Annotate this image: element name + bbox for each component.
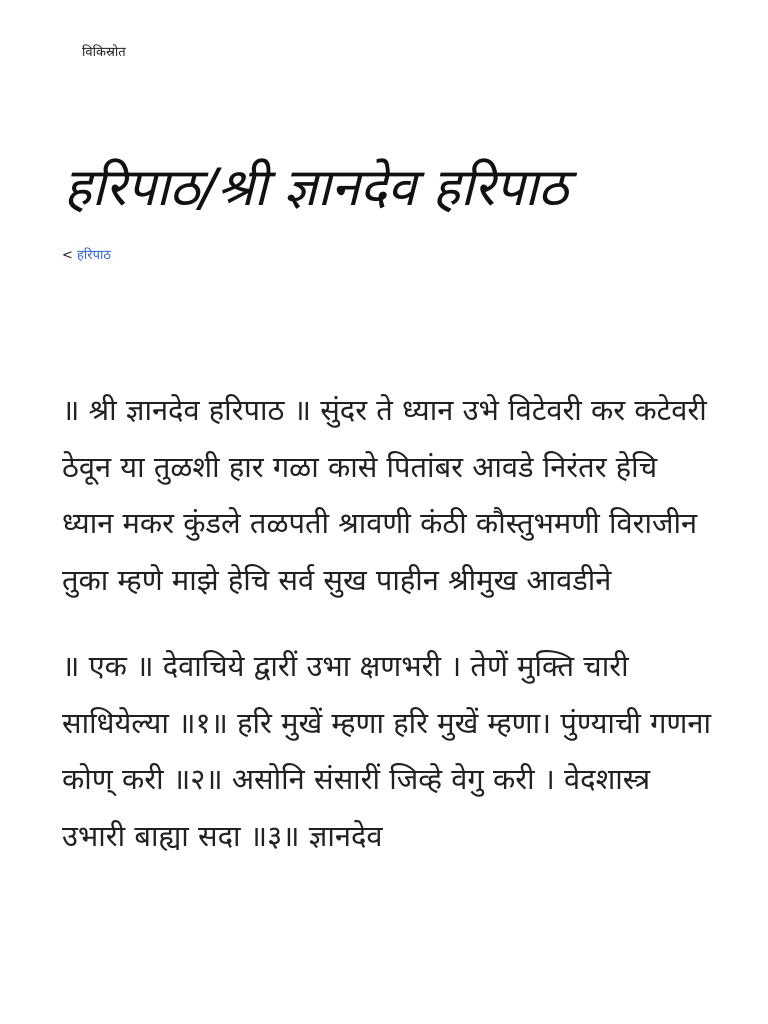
paragraph-intro: ॥ श्री ज्ञानदेव हरिपाठ ॥ सुंदर ते ध्यान उभे विटेवरी कर कटेवरी ठेवून या तुळशी हार गळा कासे पितांबर आवडे निरंतर हेचि ध्यान मकर कुंडले तळपती श्रावणी कंठी कौस्तुभमणी विराजीन तुका म्हणे माझे हेचि सर्व सुख पाहीन श्रीमुख आवडीने	[62, 393, 707, 597]
page-title: हरिपाठ/श्री ज्ञानदेव हरिपाठ	[64, 158, 569, 218]
paragraph-abhang-1: ॥ एक ॥ देवाचिये द्वारीं उभा क्षणभरी । तेणें मुक्ति चारी साधियेल्या ॥१॥ हरि मुखें म्हणा हरि मुखें म्हणा। पुंण्याची गणना कोण् करी ॥२॥ असोनि संसारीं जिव्हे वेगु करी । वेदशास्त्र उभारी बाह्या सदा ॥३॥ ज्ञानदेव	[62, 649, 711, 853]
breadcrumb-link-haripath[interactable]: हरिपाठ	[77, 248, 111, 263]
site-name[interactable]: विकिस्रोत	[82, 45, 126, 60]
breadcrumb	[62, 247, 111, 265]
breadcrumb-prefix: <	[62, 248, 78, 263]
article-content	[62, 382, 712, 894]
